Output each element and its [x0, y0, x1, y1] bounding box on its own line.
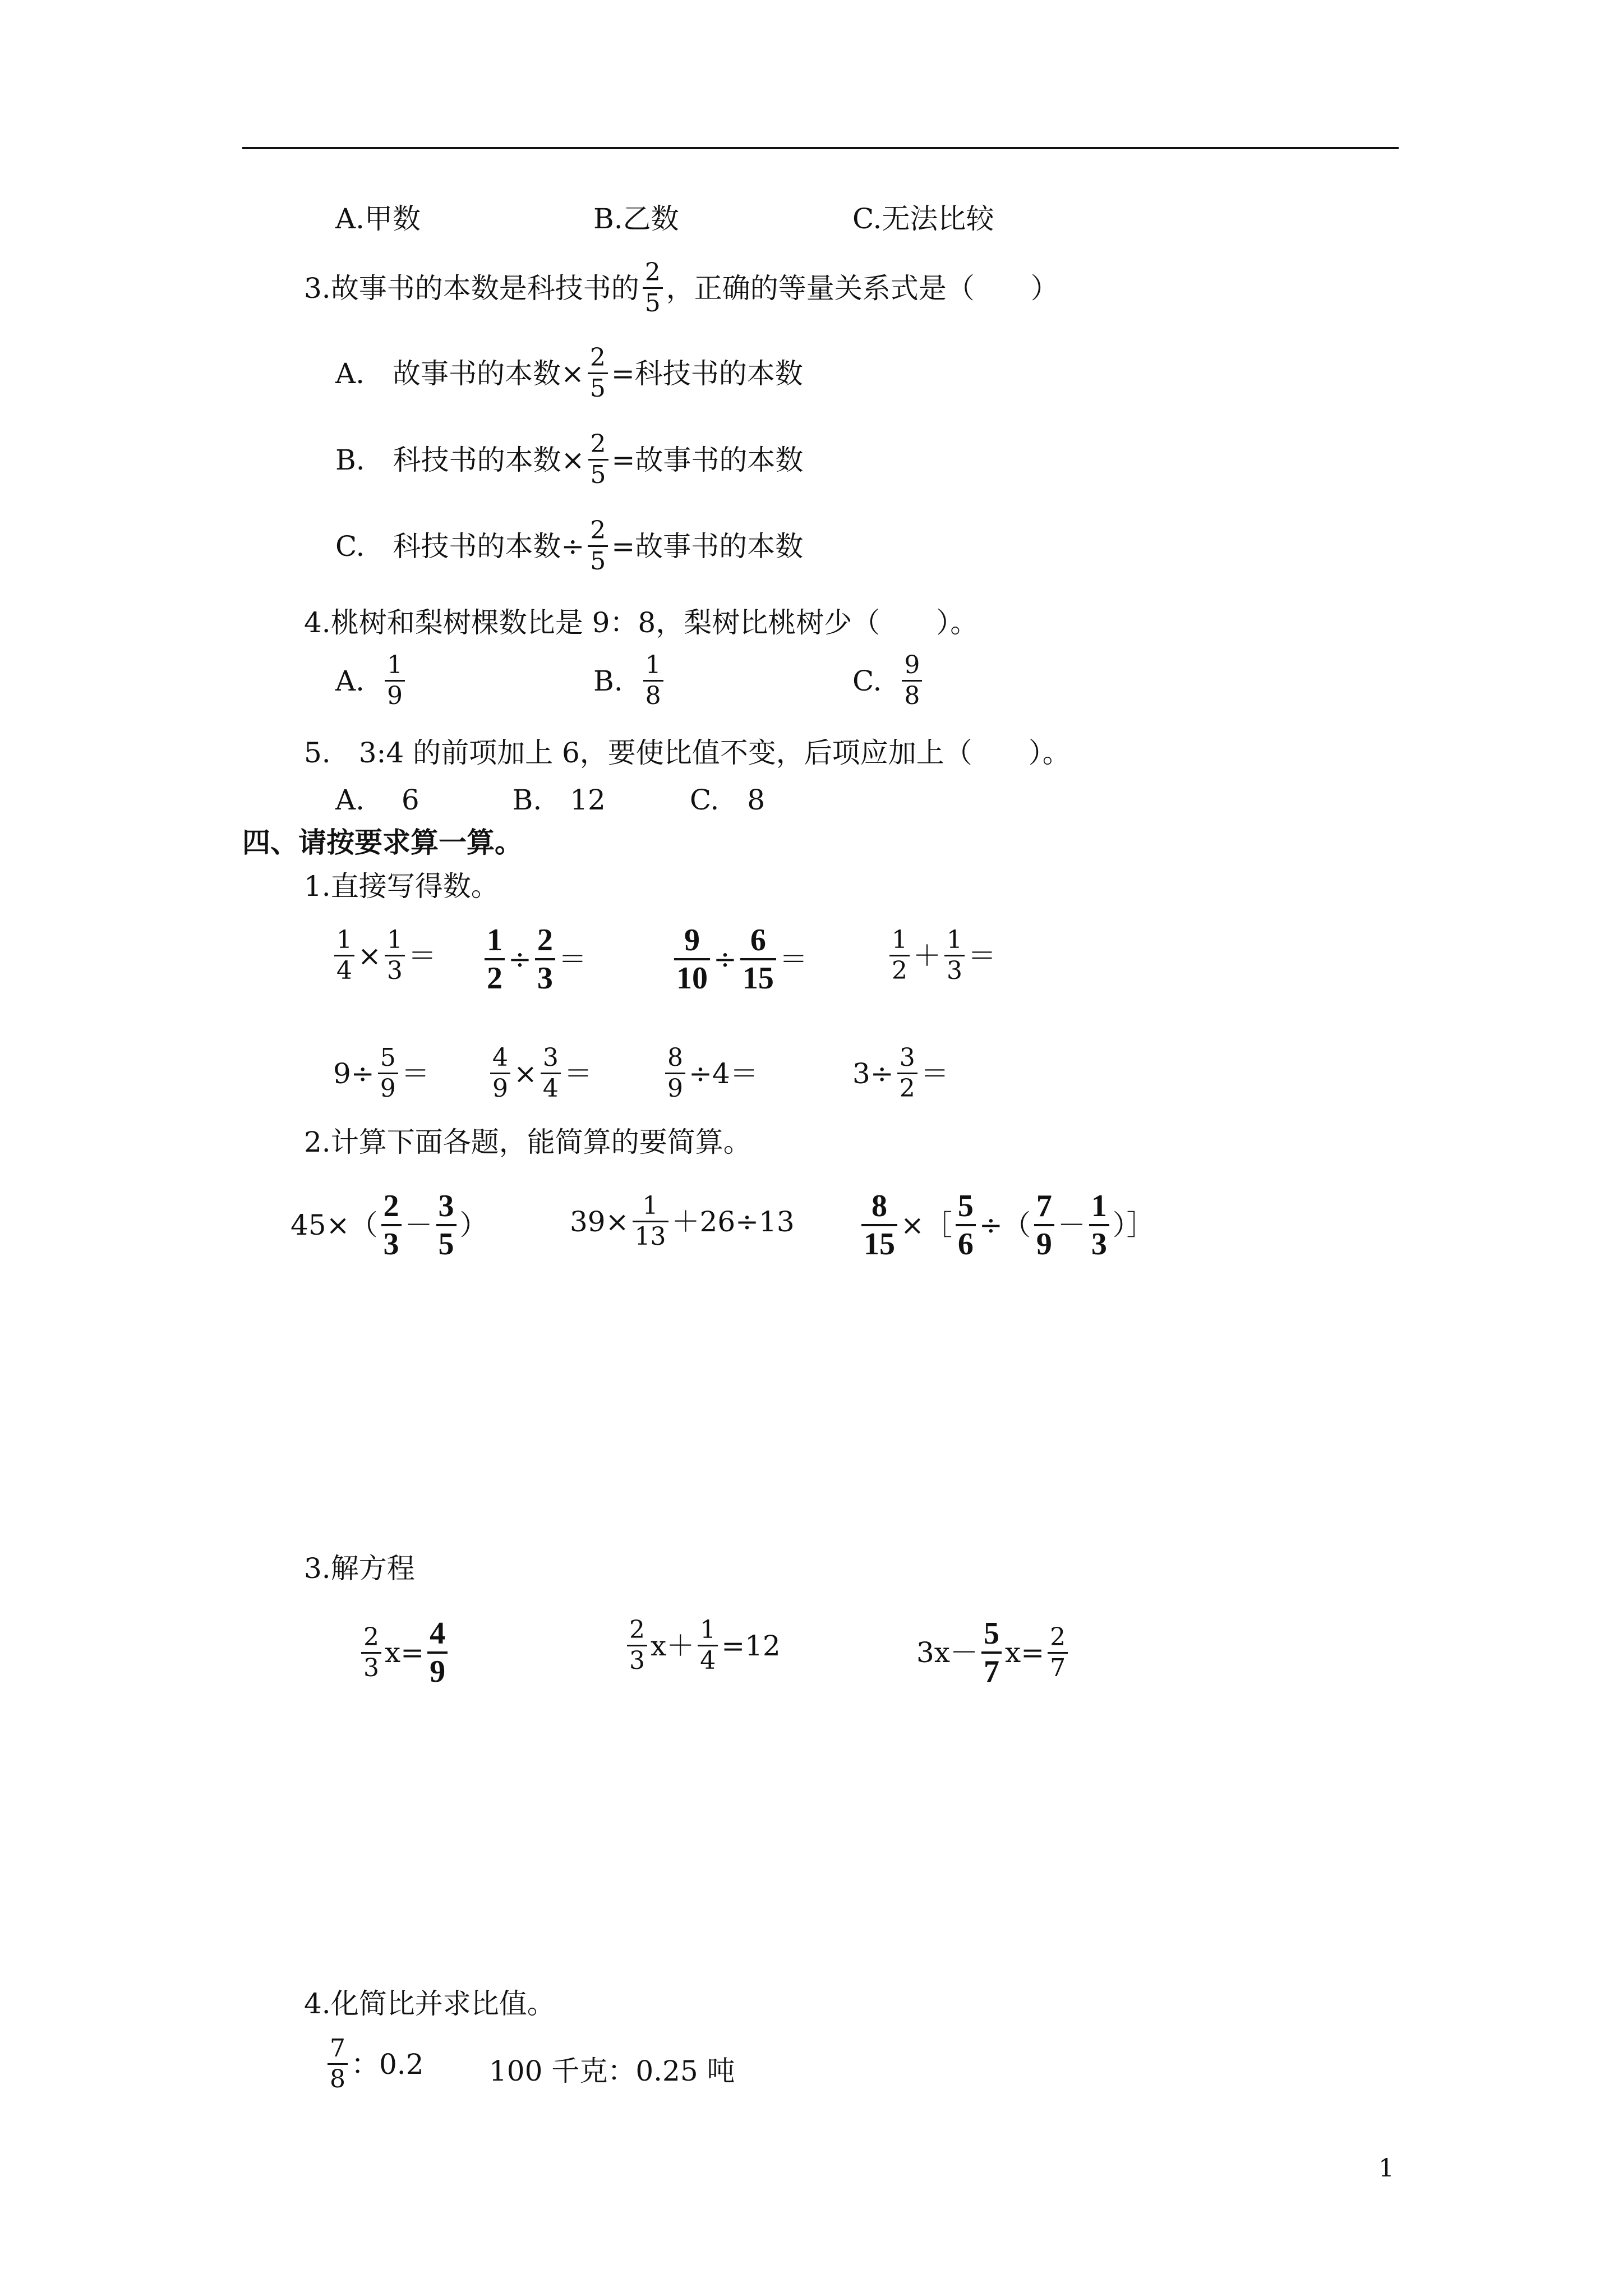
calc-1-2: $\frac{1}{2}$ ÷ $\frac{2}{3}$ ＝: [481, 922, 587, 996]
calc-1-1: $\frac{1}{4}$ × $\frac{1}{3}$ ＝: [331, 926, 436, 986]
header-rule: [242, 147, 1399, 149]
page-number: 1: [1378, 2154, 1394, 2183]
part2-title: 2.计算下面各题，能简算的要简算。: [304, 1126, 751, 1158]
q3-stem: 3.故事书的本数是科技书的 $\frac{2}{5}$ ，正确的等量关系式是（ ）: [304, 258, 1059, 318]
equation-1: $\frac{2}{3}$ x= $\frac{4}{9}$: [358, 1616, 451, 1690]
q4-option-b: B. $\frac{1}{8}$: [593, 651, 667, 711]
q3-option-b: B. 科技书的本数× $\frac{2}{5}$ =故事书的本数: [335, 430, 804, 489]
calc-2-3: $\frac{8}{15}$ ×［ $\frac{5}{6}$ ÷ （ $\frac{7}{9}$ － $\frac{1}{3}$ ）］: [858, 1188, 1155, 1262]
calc-1-5: 9÷ $\frac{5}{9}$ ＝: [333, 1043, 430, 1103]
q3-option-a: A. 故事书的本数× $\frac{2}{5}$ =科技书的本数: [335, 343, 803, 403]
ratio-2: 100 千克：0.25 吨: [489, 2055, 735, 2087]
calc-2-1: 45×（ $\frac{2}{3}$ － $\frac{3}{5}$ ）: [291, 1189, 488, 1262]
q2-option-c: C.无法比较: [852, 203, 994, 235]
q2-option-a: A.甲数: [335, 203, 421, 235]
equation-2: $\frac{2}{3}$ x＋ $\frac{1}{4}$ =12: [624, 1616, 781, 1676]
q4-option-c: C. $\frac{9}{8}$: [852, 651, 925, 711]
ratio-1: $\frac{7}{8}$ ：0.2: [324, 2034, 424, 2094]
q2-option-b: B.乙数: [593, 203, 679, 235]
part3-title: 3.解方程: [304, 1552, 415, 1585]
calc-1-8: 3÷ $\frac{3}{2}$ ＝: [852, 1043, 949, 1103]
calc-1-3: $\frac{9}{10}$ ÷ $\frac{6}{15}$ ＝: [671, 922, 808, 996]
q5-stem: 5. 3:4 的前项加上 6，要使比值不变，后项应加上（ ）。: [304, 737, 1071, 769]
calc-1-6: $\frac{4}{9}$ × $\frac{3}{4}$ ＝: [487, 1043, 592, 1103]
part4-title: 4.化简比并求比值。: [304, 1987, 555, 2020]
calc-2-2: 39× $\frac{1}{13}$ ＋26÷13: [570, 1191, 795, 1251]
q3-option-c: C. 科技书的本数÷ $\frac{2}{5}$ =故事书的本数: [335, 516, 804, 576]
part1-title: 1.直接写得数。: [304, 870, 499, 903]
calc-1-7: $\frac{8}{9}$ ÷4＝: [662, 1043, 758, 1103]
calc-1-4: $\frac{1}{2}$ ＋ $\frac{1}{3}$ ＝: [886, 926, 996, 986]
equation-3: 3x－ $\frac{5}{7}$ x= $\frac{2}{7}$: [916, 1616, 1071, 1690]
q5-options: A. 6 B. 12 C. 8: [335, 784, 766, 816]
q4-stem: 4.桃树和梨树棵数比是 9：8，梨树比桃树少（ ）。: [304, 606, 979, 639]
section-four-title: 四、请按要求算一算。: [242, 826, 523, 859]
q4-option-a: A. $\frac{1}{9}$: [335, 651, 408, 711]
